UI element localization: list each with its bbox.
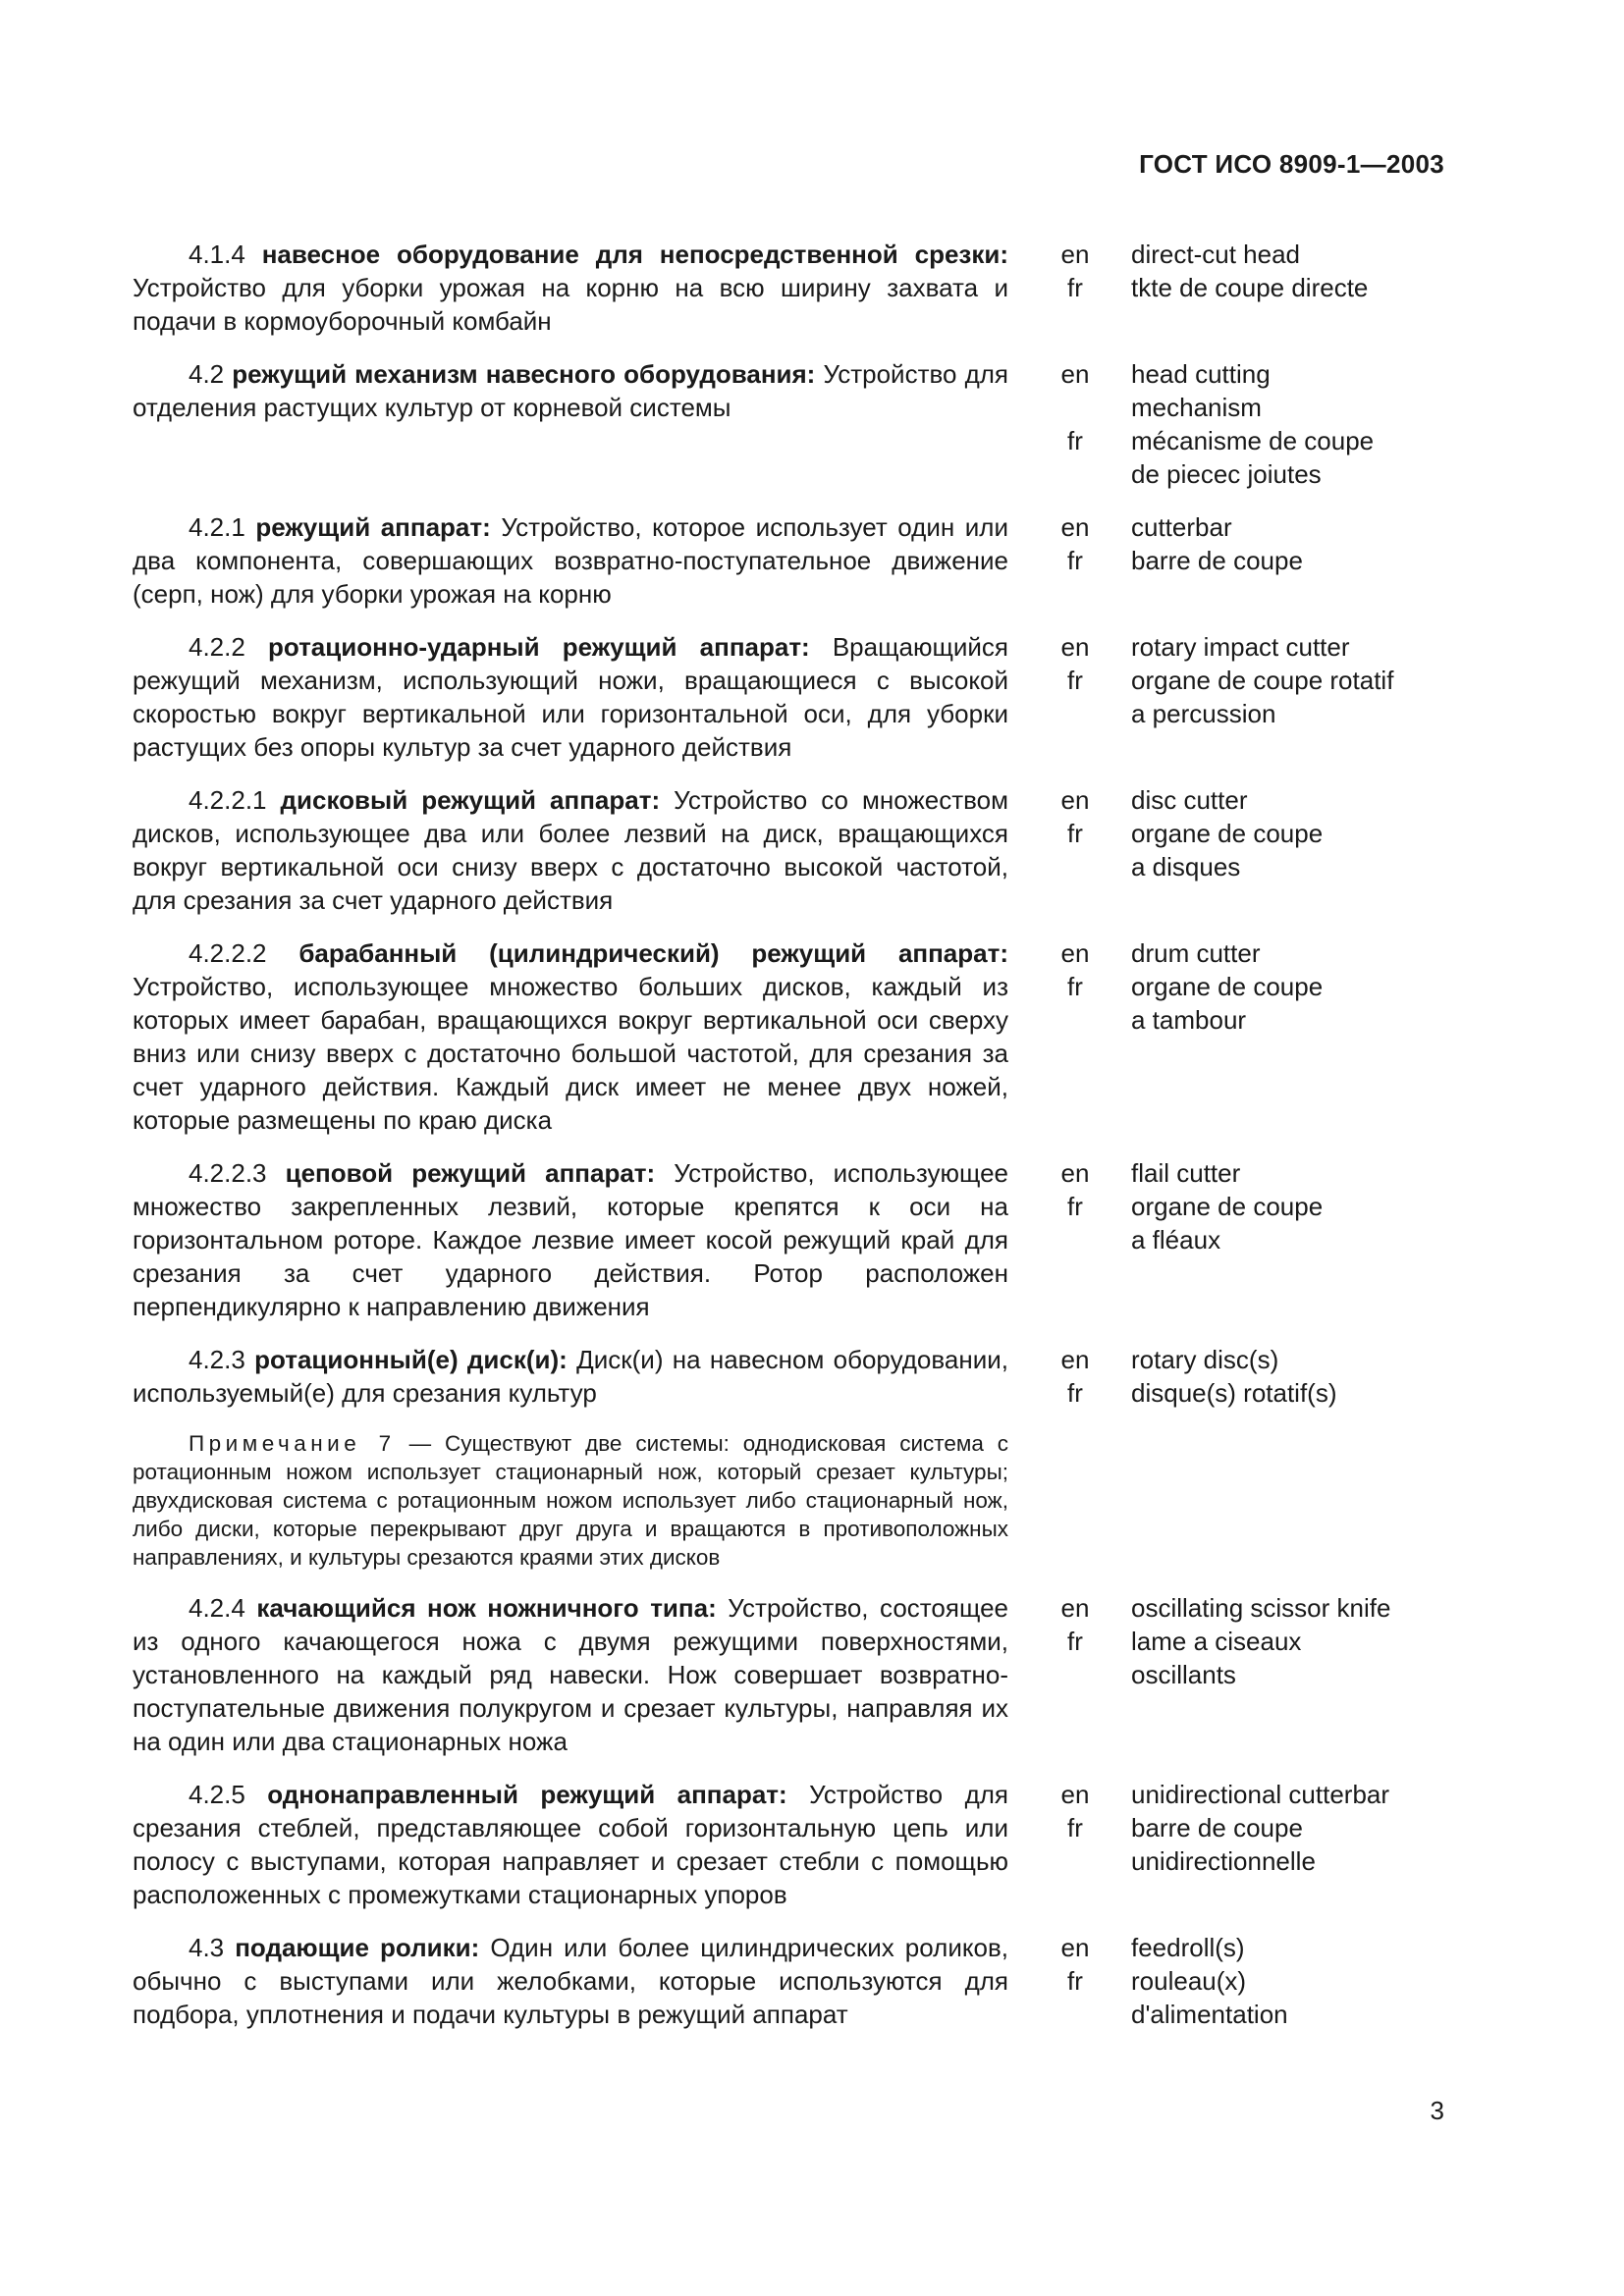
term-fr: oscillants (1131, 1660, 1236, 1689)
term-en: mechanism (1131, 393, 1262, 422)
term-name: режущий аппарат: (255, 512, 491, 542)
definition-text: Устройство для срезания стеблей, представляющее собой горизонтальную цепь или полосу с выступами, которая направляет и срезает стебли с помощью расположенных с промежутками стационарных упоров (133, 1780, 1008, 1909)
term-fr: organe de coupe rotatif (1131, 666, 1394, 695)
term-definition (133, 1591, 1008, 1758)
term-en: rotary impact cutter (1131, 632, 1350, 662)
term-en: oscillating scissor knife (1131, 1593, 1391, 1623)
term-entry (133, 510, 1444, 611)
term-definition (133, 1778, 1008, 1911)
foreign-terms (1131, 630, 1460, 764)
term-en: feedroll(s) (1131, 1933, 1245, 1962)
foreign-terms (1131, 1156, 1460, 1323)
term-name: режущий механизм навесного оборудования: (232, 359, 816, 389)
term-definition (133, 630, 1008, 764)
lang-fr-label: fr (1067, 1192, 1083, 1221)
definition-text: Устройство, использующее множество больших дисков, каждый из которых имеет барабан, вращающихся вокруг вертикальной оси сверху вниз или снизу вверх с достаточно большой частотой, для срезания за счет ударного действия. Каждый диск имеет не менее двух ножей, которые размещены по краю диска (133, 972, 1008, 1135)
term-fr: a percussion (1131, 699, 1276, 728)
lang-fr-label: fr (1067, 1627, 1083, 1656)
note-block (133, 1429, 1008, 1572)
term-entry (133, 1591, 1444, 1758)
terms-list (133, 238, 1444, 2051)
term-definition (133, 783, 1008, 917)
lang-en-label: en (1060, 785, 1090, 815)
term-definition (133, 1156, 1008, 1323)
foreign-terms (1131, 238, 1460, 338)
lang-en-label: en (1060, 1158, 1090, 1188)
definition-text: Диск(и) на навесном оборудовании, используемый(е) для срезания культур (133, 1345, 1008, 1408)
term-name: навесное оборудование для непосредственной срезки: (261, 240, 1008, 269)
term-number: 4.2.3 (189, 1345, 245, 1374)
page-number: 3 (1430, 2096, 1444, 2125)
term-name: барабанный (цилиндрический) режущий аппарат: (298, 938, 1009, 968)
term-definition (133, 357, 1008, 491)
language-codes (1036, 1343, 1114, 1410)
foreign-terms (1131, 1591, 1460, 1758)
term-fr: barre de coupe (1131, 1813, 1303, 1842)
term-number: 4.1.4 (189, 240, 245, 269)
term-fr: d'alimentation (1131, 2000, 1288, 2029)
term-en: rotary disc(s) (1131, 1345, 1279, 1374)
term-number: 4.2 (189, 359, 225, 389)
term-definition (133, 510, 1008, 611)
term-fr: organe de coupe (1131, 819, 1324, 848)
term-entry (133, 630, 1444, 764)
term-name: дисковый режущий аппарат: (280, 785, 661, 815)
definition-text: Устройство со множеством дисков, использующее два или более лезвий на диск, вращающихся вокруг вертикальной оси снизу вверх с достаточно высокой частотой, для срезания за счет ударного действия (133, 785, 1008, 915)
term-fr: barre de coupe (1131, 546, 1303, 575)
language-codes (1036, 1591, 1114, 1758)
note-label: Примечание 7 (189, 1431, 396, 1456)
lang-en-label: en (1060, 1345, 1090, 1374)
term-entry (133, 238, 1444, 338)
definition-text: Устройство, использующее множество закрепленных лезвий, которые крепятся к оси на горизонтальном роторе. Каждое лезвие имеет косой режущий край для срезания за счет ударного действия. Ротор расположен перпендикулярно к направлению движения (133, 1158, 1008, 1321)
definition-text: Устройство для уборки урожая на корню на всю ширину захвата и подачи в кормоуборочный комбайн (133, 273, 1008, 336)
language-codes (1036, 1156, 1114, 1323)
term-entry (133, 783, 1444, 917)
lang-fr-label: fr (1067, 819, 1083, 848)
lang-fr-label: fr (1067, 972, 1083, 1001)
lang-fr-label: fr (1067, 1378, 1083, 1408)
lang-fr-label: fr (1067, 666, 1083, 695)
language-codes (1036, 357, 1114, 491)
language-codes (1036, 510, 1114, 611)
lang-en-label: en (1060, 1780, 1090, 1809)
term-name: однонаправленный режущий аппарат: (267, 1780, 787, 1809)
lang-fr-label: fr (1067, 546, 1083, 575)
lang-fr-label: fr (1067, 1813, 1083, 1842)
lang-en-label: en (1060, 1933, 1090, 1962)
term-number: 4.2.2.2 (189, 938, 267, 968)
foreign-terms (1131, 936, 1460, 1137)
lang-fr-label: fr (1067, 1966, 1083, 1996)
language-codes (1036, 630, 1114, 764)
term-definition (133, 238, 1008, 338)
term-en: flail cutter (1131, 1158, 1241, 1188)
lang-fr-label: fr (1067, 273, 1083, 302)
term-number: 4.2.2.3 (189, 1158, 267, 1188)
foreign-terms (1131, 1931, 1460, 2031)
term-number: 4.2.1 (189, 512, 245, 542)
lang-en-label: en (1060, 512, 1090, 542)
lang-en-label: en (1060, 1593, 1090, 1623)
term-fr: de piecec joiutes (1131, 459, 1322, 489)
term-entry (133, 936, 1444, 1137)
term-name: ротационно-ударный режущий аппарат: (267, 632, 810, 662)
note-text: — Существуют две системы: однодисковая система с ротационным ножом использует стационарный нож, который срезает культуры; двухдисковая система с ротационным ножом использует либо стационарный нож, либо диски, которые перекрывают друг друга и вращаются в противоположных направлениях, и культуры срезаются краями этих дисков (133, 1431, 1008, 1570)
term-en: direct-cut head (1131, 240, 1300, 269)
term-name: качающийся нож ножничного типа: (256, 1593, 717, 1623)
term-en: head cutting (1131, 359, 1271, 389)
term-en: disc cutter (1131, 785, 1248, 815)
foreign-terms (1131, 510, 1460, 611)
term-definition (133, 936, 1008, 1137)
term-number: 4.2.5 (189, 1780, 245, 1809)
term-entry (133, 1931, 1444, 2031)
language-codes (1036, 783, 1114, 917)
term-fr: rouleau(x) (1131, 1966, 1247, 1996)
language-codes (1036, 936, 1114, 1137)
language-codes (1036, 1931, 1114, 2031)
term-number: 4.2.2 (189, 632, 245, 662)
term-entry (133, 1156, 1444, 1323)
definition-text: Устройство, состоящее из одного качающегося ножа с двумя режущими поверхностями, установленного на каждый ряд навески. Нож совершает возвратно-поступательные движения полукругом и срезает культуры, направляя их на один или два стационарных ножа (133, 1593, 1008, 1756)
term-fr: organe de coupe (1131, 972, 1324, 1001)
term-fr: disque(s) rotatif(s) (1131, 1378, 1337, 1408)
term-fr: a fléaux (1131, 1225, 1221, 1255)
definition-text: Устройство, которое использует один или два компонента, совершающих возвратно-поступательное движение (серп, нож) для уборки урожая на корню (133, 512, 1008, 609)
term-number: 4.2.2.1 (189, 785, 267, 815)
term-fr: a tambour (1131, 1005, 1247, 1035)
lang-en-label: en (1060, 938, 1090, 968)
term-number: 4.2.4 (189, 1593, 245, 1623)
definition-text: Устройство для отделения растущих культур от корневой системы (133, 359, 1008, 422)
foreign-terms (1131, 1343, 1460, 1410)
term-definition (133, 1343, 1008, 1410)
foreign-terms (1131, 1778, 1460, 1911)
definition-text: Один или более цилиндрических роликов, обычно с выступами или желобками, которые используются для подбора, уплотнения и подачи культуры в режущий аппарат (133, 1933, 1009, 2029)
term-fr: a disques (1131, 852, 1241, 881)
term-fr: unidirectionnelle (1131, 1846, 1316, 1876)
document-code: ГОСТ ИСО 8909-1—2003 (1139, 149, 1444, 179)
term-en: drum cutter (1131, 938, 1261, 968)
term-fr: organe de coupe (1131, 1192, 1324, 1221)
term-name: цеповой режущий аппарат: (285, 1158, 656, 1188)
lang-en-label: en (1060, 632, 1090, 662)
term-en: cutterbar (1131, 512, 1232, 542)
lang-spacer (1036, 391, 1114, 424)
lang-fr-label: fr (1067, 426, 1083, 455)
term-entry (133, 1778, 1444, 1911)
foreign-terms (1131, 357, 1460, 491)
term-fr: lame a ciseaux (1131, 1627, 1302, 1656)
language-codes (1036, 238, 1114, 338)
term-entry (133, 1343, 1444, 1410)
term-en: unidirectional cutterbar (1131, 1780, 1390, 1809)
definition-text: Вращающийся режущий механизм, использующий ножи, вращающиеся с высокой скоростью вокруг вертикальной или горизонтальной оси, для уборки растущих без опоры культур за счет ударного действия (133, 632, 1008, 762)
term-entry (133, 357, 1444, 491)
term-fr: tkte de coupe directe (1131, 273, 1369, 302)
term-fr: mécanisme de coupe (1131, 426, 1375, 455)
term-number: 4.3 (189, 1933, 225, 1962)
lang-en-label: en (1060, 240, 1090, 269)
lang-en-label: en (1060, 359, 1090, 389)
term-name: ротационный(е) диск(и): (254, 1345, 568, 1374)
term-definition (133, 1931, 1008, 2031)
language-codes (1036, 1778, 1114, 1911)
term-name: подающие ролики: (235, 1933, 480, 1962)
foreign-terms (1131, 783, 1460, 917)
